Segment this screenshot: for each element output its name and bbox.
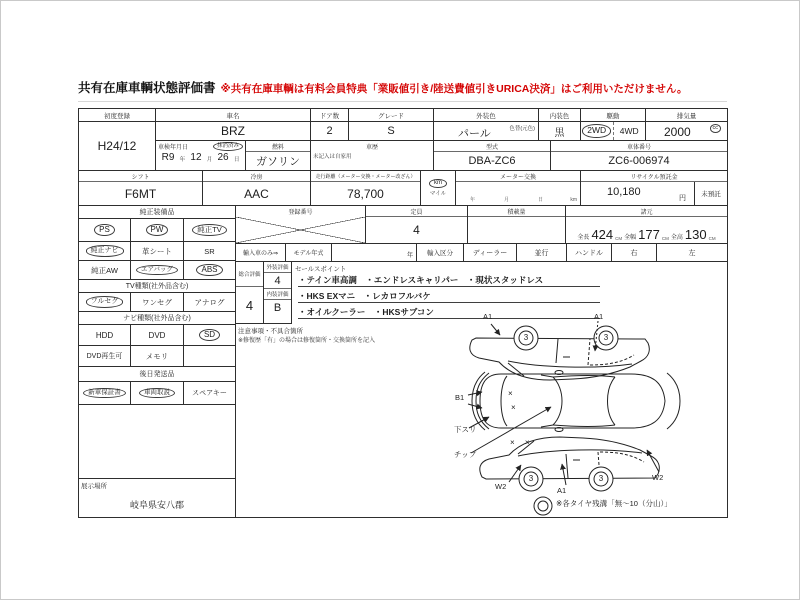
- import-parallel: 並行: [517, 244, 567, 262]
- not-deposited: 未預託: [694, 182, 727, 205]
- title-rule: [78, 101, 727, 102]
- damage-label-w2-quarter: W2: [652, 473, 664, 482]
- equip-airbag-label: エアバッグ: [136, 265, 178, 275]
- tv-fullseg: [79, 293, 131, 312]
- notes-line2: ※修復歴「有」の場合は修復箇所・交換箇所を記入: [238, 338, 376, 344]
- capacity-value: 4: [413, 223, 420, 237]
- tv-analog: アナログ: [184, 293, 236, 312]
- history-note: 未記入は自家用: [313, 154, 352, 160]
- erased-mark: 抹消済み: [213, 142, 243, 151]
- equip-ps-label: PS: [94, 224, 115, 236]
- history-cell: [311, 141, 434, 171]
- recycle-value: 10,180: [607, 186, 641, 198]
- yen-char: 円: [679, 195, 686, 202]
- damage-label-a1-sill: A1: [557, 486, 567, 495]
- ac-value: AAC: [244, 186, 269, 201]
- tire-grade-rear-top: 3: [603, 333, 609, 342]
- sales-line-1: ・テイン車高調 ・エンドレスキャリパー ・現状スタッドレス: [298, 270, 600, 287]
- width-value: 177: [638, 227, 660, 242]
- total-eval-value: 4: [245, 298, 254, 313]
- meter-month-char: 月: [504, 197, 510, 203]
- main-open-area: [236, 262, 728, 518]
- fuel-value: ガソリン: [256, 156, 300, 168]
- specs-cell: [566, 206, 728, 244]
- damage-label-a1-center: A1: [594, 312, 604, 321]
- int-eval-value: B: [273, 302, 282, 314]
- sales-line-3: ・オイルクーラー ・HKSサブコン: [298, 302, 600, 319]
- display-location-value: 岐阜県安八郡: [129, 499, 184, 510]
- int-color-value: 黒: [539, 122, 581, 141]
- displacement-header: 排気量: [646, 109, 728, 122]
- total-eval-cell: [236, 262, 264, 324]
- handle-left: 左: [657, 244, 728, 262]
- inspection-day: 26: [217, 152, 229, 164]
- drive-4wd: 4WD: [613, 122, 646, 140]
- tv-oneseg: ワンセグ: [131, 293, 184, 312]
- fuel-label: 燃料: [246, 141, 310, 152]
- later-warranty: [79, 382, 131, 405]
- displacement-cell: [646, 122, 728, 141]
- car-name-value: BRZ: [156, 122, 311, 141]
- equip-airbag: [131, 261, 184, 280]
- damage-label-b1: B1: [455, 393, 465, 402]
- tire-grade-front-bottom: 3: [528, 474, 534, 483]
- vin-label: 車体番号: [551, 141, 727, 152]
- tv-type-title: TV種類(社外品含む): [79, 280, 236, 293]
- equip-pw-label: PW: [146, 224, 169, 236]
- recycle-label: リサイクル預託金: [581, 171, 727, 182]
- total-eval-label: 総合評価: [236, 262, 263, 287]
- vin-value: ZC6-006974: [608, 155, 670, 167]
- drive-2wd-selected: 2WD: [582, 124, 611, 137]
- height-label: 全高: [670, 235, 683, 241]
- drive-cell: [581, 122, 646, 141]
- grade-value: S: [349, 122, 434, 141]
- later-warranty-label: 新車保証書: [83, 388, 126, 398]
- equip-tv-label: 純正TV: [192, 224, 227, 236]
- inspection-label: 車検年月日: [158, 145, 189, 152]
- mileage-value: 78,700: [347, 186, 384, 201]
- height-value: 130: [684, 227, 707, 242]
- color-change-note: 色替(元色): [509, 126, 535, 132]
- tire-grade-front-top: 3: [523, 333, 529, 342]
- navi-empty: [184, 346, 236, 367]
- damage-label-w2-door: W2: [495, 482, 507, 491]
- x-marks-cowl: × ×: [510, 438, 534, 447]
- displacement-unit: cc: [710, 124, 722, 133]
- first-reg-value: H24/12: [79, 122, 156, 171]
- sales-line-2: ・HKS EXマニ ・レカロフルバケ: [298, 286, 600, 303]
- drive-header: 駆動: [581, 109, 646, 122]
- equip-tv: [184, 219, 236, 242]
- model-code-label: 型式: [434, 141, 550, 152]
- x-mark-hood-2: ×: [511, 403, 516, 412]
- tv-fullseg-label: フルセグ: [86, 296, 124, 307]
- load-label: 積載量: [468, 206, 565, 217]
- handle-label: ハンドル: [567, 244, 612, 262]
- unit-km-selected: km: [429, 179, 447, 189]
- navi-memory: メモリ: [131, 346, 184, 367]
- damage-label-lower-scratch: 下スリ: [454, 425, 477, 434]
- inspection-cell: [156, 141, 246, 171]
- length-value: 424: [591, 227, 614, 242]
- ext-color-cell: [434, 122, 539, 141]
- ac-label: 冷房: [203, 171, 310, 182]
- width-label: 全幅: [624, 235, 637, 241]
- navi-sd: [184, 325, 236, 346]
- equip-navi-label: 純正ナビ: [86, 245, 124, 256]
- ext-int-eval-cell: [264, 262, 292, 324]
- shift-label: シフト: [79, 171, 202, 182]
- mileage-cell: [311, 171, 421, 206]
- handle-right: 右: [612, 244, 657, 262]
- navi-sd-label: SD: [199, 329, 220, 341]
- sheet-title-main: 共有在庫車輌状態評価書: [78, 81, 216, 95]
- shift-value: F6MT: [124, 186, 157, 201]
- navi-hdd: HDD: [79, 325, 131, 346]
- height-unit: CM: [708, 236, 716, 241]
- notes-line1: 注意事項・不具合箇所: [238, 328, 303, 335]
- shift-cell: [79, 171, 203, 206]
- meter-day-char: 日: [538, 197, 544, 203]
- later-manual: [131, 382, 184, 405]
- tire-legend: ※各タイヤ残溝「無～10（分山）」: [556, 499, 672, 508]
- year-char: 年: [179, 157, 186, 164]
- equip-abs-label: ABS: [196, 264, 222, 276]
- inspection-month: 12: [190, 152, 202, 164]
- vin-cell: [551, 141, 728, 171]
- equipment-title: 純正装備品: [79, 206, 236, 219]
- first-reg-header: 初度登録: [79, 109, 156, 122]
- specs-label: 諸元: [566, 206, 727, 217]
- x-mark-hood-1: ×: [508, 389, 513, 398]
- equip-navi: [79, 242, 131, 261]
- later-spare-key: スペアキー: [184, 382, 236, 405]
- fuel-cell: [246, 141, 311, 171]
- doors-header: ドア数: [311, 109, 349, 122]
- tire-grade-rear-bottom: 3: [598, 474, 604, 483]
- import-only-label: 輸入車のみ⇒: [236, 244, 286, 262]
- damage-label-chip: チップ: [454, 450, 477, 459]
- equip-aw: 純正AW: [79, 261, 131, 280]
- model-year-value: [332, 244, 417, 262]
- unit-mile: マイル: [429, 191, 447, 198]
- model-year-unit: 年: [406, 253, 413, 259]
- capacity-cell: [366, 206, 468, 244]
- registration-cell: [236, 206, 366, 244]
- registration-label: 登録番号: [288, 210, 313, 216]
- later-ship-title: 後日発送品: [79, 367, 236, 382]
- navi-dvd-play: DVD再生可: [79, 346, 131, 367]
- car-name-header: 車名: [156, 109, 311, 122]
- sales-points-label: セールスポイント: [295, 266, 347, 273]
- recycle-cell: [581, 171, 728, 206]
- history-label: 車歴: [365, 145, 378, 151]
- display-location-label: 展示場所: [81, 483, 107, 490]
- ext-color-value: パール: [458, 128, 491, 140]
- meter-exchange-label: メーター交換: [456, 171, 580, 182]
- equip-abs: [184, 261, 236, 280]
- inspection-era: R9: [161, 152, 175, 164]
- int-eval-label: 内装評価: [264, 289, 291, 300]
- equip-sr: SR: [184, 242, 236, 261]
- meter-exchange-cell: [456, 171, 581, 206]
- int-color-header: 内装色: [539, 109, 581, 122]
- length-unit: CM: [615, 236, 623, 241]
- model-code-cell: [434, 141, 551, 171]
- evaluation-table: [78, 108, 728, 518]
- load-cell: [468, 206, 566, 244]
- equip-leather: 革シート: [131, 242, 184, 261]
- meter-km-char: km: [570, 197, 577, 203]
- displacement-value: 2000: [664, 125, 691, 139]
- model-code-value: DBA-ZC6: [468, 155, 516, 167]
- navi-type-title: ナビ種類(社外品含む): [79, 312, 236, 325]
- damage-label-a1-front: A1: [483, 312, 493, 321]
- ext-color-header: 外装色: [434, 109, 539, 122]
- mileage-unit-cell: [421, 171, 456, 206]
- sheet-title-warning: ※共有在庫車輌は有料会員特典「業販値引き/陸送費値引きURICA決済」はご利用いただけません。: [220, 83, 688, 95]
- display-location-cell: [79, 479, 236, 518]
- equip-pw: [131, 219, 184, 242]
- meter-year-char: 年: [470, 197, 476, 203]
- length-label: 全長: [577, 235, 590, 241]
- ext-eval-value: 4: [264, 273, 291, 289]
- day-char: 日: [233, 157, 240, 164]
- grade-header: グレード: [349, 109, 434, 122]
- doors-value: 2: [311, 122, 349, 141]
- later-manual-label: 車両取説: [139, 388, 175, 398]
- model-year-label: モデル年式: [286, 244, 332, 262]
- capacity-label: 定員: [366, 206, 467, 217]
- registration-crossed-out: [236, 217, 365, 243]
- ac-cell: [203, 171, 311, 206]
- navi-dvd: DVD: [131, 325, 184, 346]
- import-dealer: ディーラー: [464, 244, 517, 262]
- mileage-label: 走行距離（メーター交換・メーター改ざん）: [311, 171, 420, 182]
- sheet-title: [78, 78, 738, 96]
- equip-ps: [79, 219, 131, 242]
- width-unit: CM: [661, 236, 669, 241]
- import-class-label: 輸入区分: [417, 244, 464, 262]
- car-diagram: [451, 307, 728, 518]
- left-empty-cell: [79, 405, 236, 479]
- month-char: 月: [206, 157, 213, 164]
- ext-eval-label: 外装評価: [264, 262, 291, 273]
